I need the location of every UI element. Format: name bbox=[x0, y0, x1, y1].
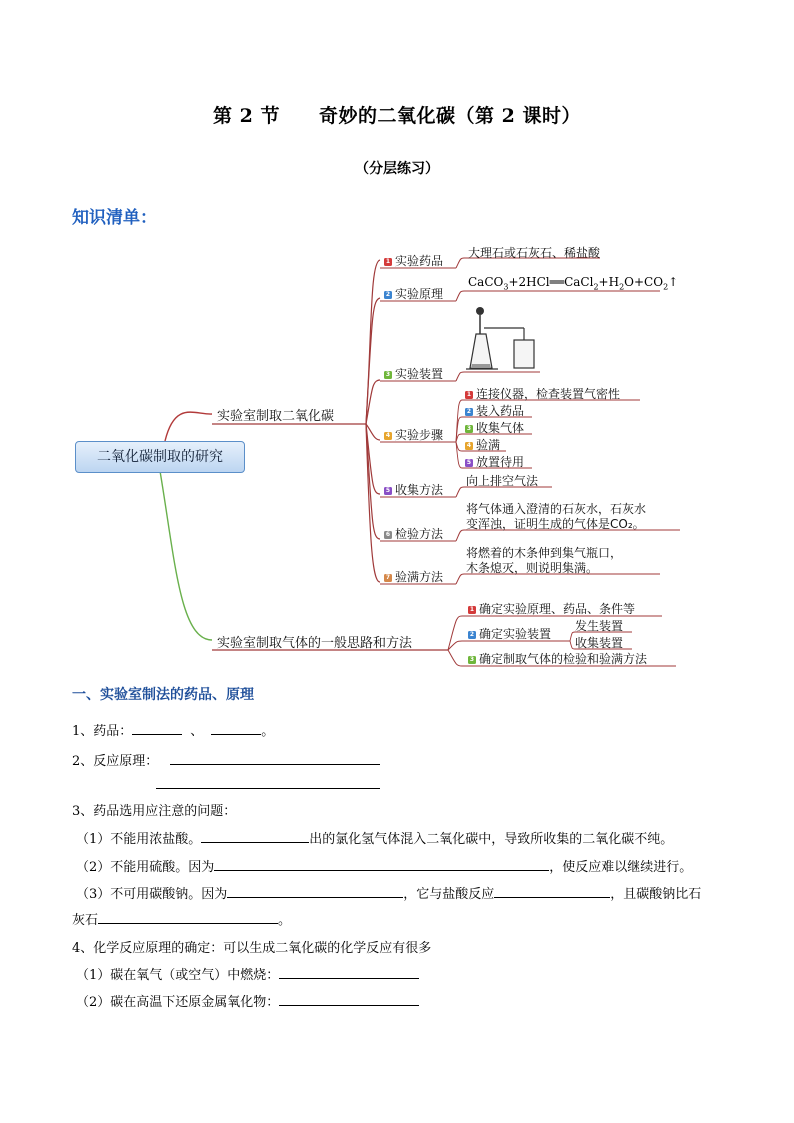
badge-5-icon: 5 bbox=[466, 458, 472, 466]
badge-3-icon: 3 bbox=[385, 370, 391, 378]
node-label: 验满方法 bbox=[395, 570, 444, 584]
answer-line[interactable] bbox=[156, 788, 380, 789]
sub-item-generation: 发生装置 bbox=[575, 619, 624, 633]
answer-blank[interactable] bbox=[211, 722, 261, 735]
formula-sub: 2 bbox=[619, 282, 625, 292]
q1-text: 1、药品： bbox=[72, 724, 133, 739]
node-label: 检验方法 bbox=[395, 527, 444, 541]
step-item bbox=[465, 419, 524, 436]
badge-3-icon: 3 bbox=[469, 655, 475, 663]
q3-1-text: （1）不能用浓盐酸。 bbox=[76, 832, 202, 847]
mindmap-branch-general: 实验室制取气体的一般思路和方法 bbox=[217, 636, 413, 651]
badge-4-icon: 4 bbox=[385, 431, 391, 439]
general-item bbox=[468, 650, 647, 667]
question-3-3-cont bbox=[72, 909, 291, 928]
collection-detail: 向上排空气法 bbox=[466, 474, 539, 488]
mindmap-node-apparatus bbox=[384, 365, 443, 382]
q3-2-text: （2）不能用硫酸。因为 bbox=[76, 860, 215, 875]
answer-blank[interactable] bbox=[494, 885, 610, 898]
question-2: 2、反应原理： bbox=[72, 754, 159, 769]
question-3: 3、药品选用应注意的问题： bbox=[72, 804, 237, 819]
page-subtitle: （分层练习） bbox=[355, 161, 439, 177]
apparatus-icon bbox=[462, 306, 542, 370]
general-item-text: 确定实验装置 bbox=[479, 627, 552, 641]
badge-2-icon: 2 bbox=[469, 630, 475, 638]
mindmap-node-test bbox=[384, 525, 443, 542]
q3-3-text: 灰石 bbox=[72, 913, 99, 928]
badge-1-icon: 1 bbox=[469, 605, 475, 613]
badge-6-icon: 6 bbox=[385, 530, 391, 538]
formula-part: +2HCl══CaCl bbox=[508, 275, 594, 289]
question-4: 4、化学反应原理的确定：可以生成二氧化碳的化学反应有很多 bbox=[72, 941, 432, 956]
q3-3-text: ，它与盐酸反应 bbox=[403, 887, 495, 902]
formula-sub: 2 bbox=[593, 282, 599, 292]
badge-2-icon: 2 bbox=[466, 407, 472, 415]
mindmap-node-reagents bbox=[384, 252, 443, 269]
step-text: 连接仪器，检查装置气密性 bbox=[476, 387, 621, 401]
mindmap-center-node: 二氧化碳制取的研究 bbox=[75, 441, 245, 473]
formula-part: +H bbox=[598, 275, 620, 289]
reaction-formula bbox=[468, 275, 678, 291]
mindmap-node-collection bbox=[384, 481, 443, 498]
answer-blank[interactable] bbox=[98, 911, 278, 924]
step-item bbox=[465, 402, 524, 419]
node-label: 收集方法 bbox=[395, 483, 444, 497]
badge-1-icon: 1 bbox=[385, 257, 391, 265]
badge-4-icon: 4 bbox=[466, 441, 472, 449]
knowledge-heading: 知识清单： bbox=[72, 208, 157, 228]
question-3-1 bbox=[76, 828, 673, 847]
formula-sub: 3 bbox=[503, 282, 509, 292]
test-detail-line2: 变浑浊，证明生成的气体是CO₂。 bbox=[466, 517, 645, 531]
answer-blank[interactable] bbox=[201, 830, 309, 843]
reagents-detail: 大理石或石灰石、稀盐酸 bbox=[468, 246, 601, 260]
formula-part: ↑ bbox=[668, 275, 679, 289]
question-3-2 bbox=[76, 856, 692, 875]
badge-1-icon: 1 bbox=[466, 390, 472, 398]
answer-line[interactable] bbox=[170, 764, 380, 765]
general-item bbox=[468, 600, 635, 617]
step-text: 收集气体 bbox=[476, 421, 525, 435]
formula-part: CaCO bbox=[468, 275, 504, 289]
q3-2-text: ，使反应难以继续进行。 bbox=[549, 860, 693, 875]
formula-part: O+CO bbox=[624, 275, 664, 289]
question-4-1 bbox=[76, 964, 419, 983]
answer-blank[interactable] bbox=[132, 722, 182, 735]
q3-3-text: （3）不可用碳酸钠。因为 bbox=[76, 887, 228, 902]
node-label: 实验步骤 bbox=[395, 428, 444, 442]
q3-3-text: 。 bbox=[278, 913, 292, 928]
badge-7-icon: 7 bbox=[385, 573, 391, 581]
badge-2-icon: 2 bbox=[385, 290, 391, 298]
mindmap-node-principle bbox=[384, 285, 443, 302]
full-check-detail-line2: 木条熄灭，则说明集满。 bbox=[466, 561, 599, 575]
sub-item-collection: 收集装置 bbox=[575, 636, 624, 650]
node-label: 实验原理 bbox=[395, 287, 444, 301]
question-3-3 bbox=[76, 883, 701, 902]
general-item-text: 确定实验原理、药品、条件等 bbox=[479, 602, 636, 616]
step-text: 放置待用 bbox=[476, 455, 525, 469]
q1-end: 。 bbox=[261, 724, 275, 739]
general-item-text: 确定制取气体的检验和验满方法 bbox=[479, 652, 648, 666]
step-item bbox=[465, 436, 500, 453]
node-label: 实验装置 bbox=[395, 367, 444, 381]
full-check-detail-line1: 将燃着的木条伸到集气瓶口， bbox=[466, 546, 623, 560]
node-label: 实验药品 bbox=[395, 254, 444, 268]
section-heading: 一、实验室制法的药品、原理 bbox=[72, 687, 254, 703]
q1-sep: 、 bbox=[190, 724, 204, 739]
question-4-2 bbox=[76, 991, 419, 1010]
step-item bbox=[465, 385, 620, 402]
answer-blank[interactable] bbox=[279, 993, 419, 1006]
general-item bbox=[468, 625, 551, 642]
question-1 bbox=[72, 720, 274, 739]
step-item bbox=[465, 453, 524, 470]
answer-blank[interactable] bbox=[227, 885, 403, 898]
test-detail-line1: 将气体通入澄清的石灰水，石灰水 bbox=[466, 502, 647, 516]
page-title: 第 2 节 奇妙的二氧化碳（第 2 课时） bbox=[213, 105, 581, 127]
answer-blank[interactable] bbox=[214, 858, 549, 871]
q4-2-text: （2）碳在高温下还原金属氧化物： bbox=[76, 995, 280, 1010]
q3-3-text: ，且碳酸钠比石 bbox=[610, 887, 702, 902]
mindmap-node-steps bbox=[384, 426, 443, 443]
answer-blank[interactable] bbox=[279, 966, 419, 979]
step-text: 装入药品 bbox=[476, 404, 525, 418]
q3-1-text: 出的氯化氢气体混入二氧化碳中，导致所收集的二氧化碳不纯。 bbox=[309, 832, 674, 847]
badge-3-icon: 3 bbox=[466, 424, 472, 432]
q4-1-text: （1）碳在氧气（或空气）中燃烧： bbox=[76, 968, 280, 983]
mindmap-branch-co2: 实验室制取二氧化碳 bbox=[217, 409, 335, 424]
step-text: 验满 bbox=[476, 438, 501, 452]
badge-5-icon: 5 bbox=[385, 486, 391, 494]
mindmap-node-full-check bbox=[384, 568, 443, 585]
formula-sub: 2 bbox=[663, 282, 669, 292]
